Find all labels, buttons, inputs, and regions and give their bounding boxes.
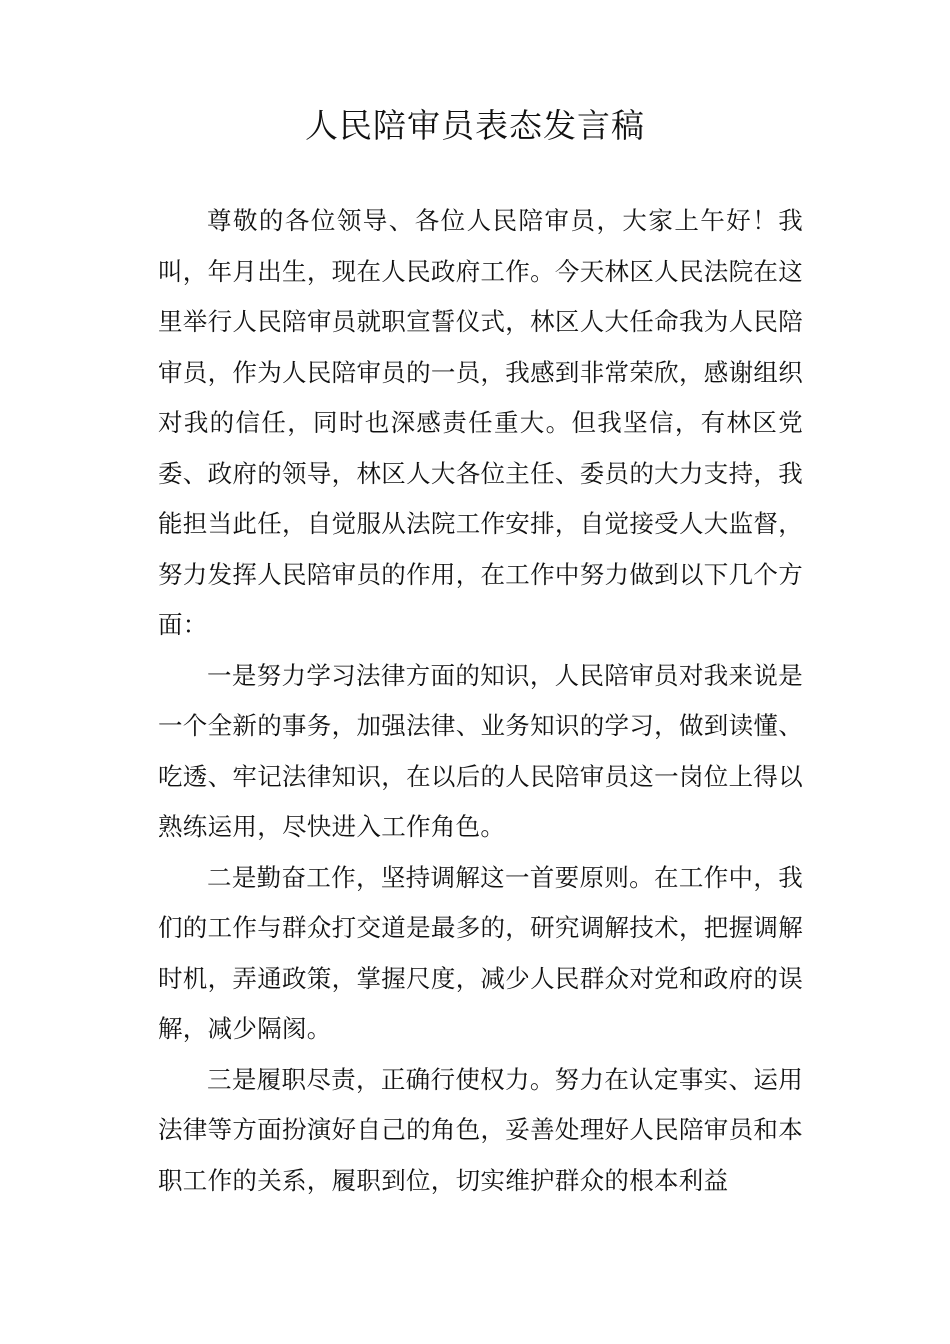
paragraph-point-two: 二是勤奋工作，坚持调解这一首要原则。在工作中，我们的工作与群众打交道是最多的，研究调解技术，把握调解时机，弄通政策，掌握尺度，减少人民群众对党和政府的误解，减少隔阂。 [158, 862, 803, 1043]
paragraph-point-one: 一是努力学习法律方面的知识，人民陪审员对我来说是一个全新的事务，加强法律、业务知识的学习，做到读懂、吃透、牢记法律知识，在以后的人民陪审员这一岗位上得以熟练运用，尽快进入工作角色。 [158, 660, 803, 841]
document-title: 人民陪审员表态发言稿 [305, 106, 645, 145]
document-body [158, 196, 803, 1206]
paragraph-point-three: 三是履职尽责，正确行使权力。努力在认定事实、运用法律等方面扮演好自己的角色，妥善处理好人民陪审员和本职工作的关系，履职到位，切实维护群众的根本利益 [158, 1064, 803, 1195]
paragraph-greeting: 尊敬的各位领导、各位人民陪审员，大家上午好！我叫，年月出生，现在人民政府工作。今天林区人民法院在这里举行人民陪审员就职宣誓仪式，林区人大任命我为人民陪审员，作为人民陪审员的一员，我感到非常荣欣，感谢组织对我的信任，同时也深感责任重大。但我坚信，有林区党委、政府的领导，林区人大各位主任、委员的大力支持，我能担当此任，自觉服从法院工作安排，自觉接受人大监督，努力发挥人民陪审员的作用，在工作中努力做到以下几个方面： [158, 206, 803, 639]
